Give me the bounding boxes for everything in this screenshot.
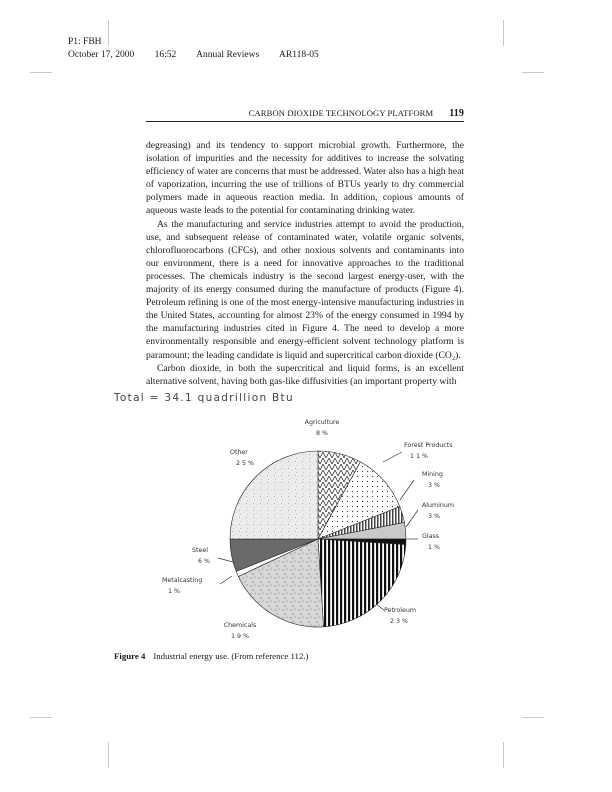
body-text xyxy=(146,139,464,388)
pie-leader-line xyxy=(220,576,232,584)
pie-label-other: Other xyxy=(230,449,248,456)
pie-leader-line xyxy=(383,452,402,462)
pie-value-glass: 1 % xyxy=(428,544,440,551)
pie-value-aluminum: 3 % xyxy=(428,513,440,520)
slug-date: October 17, 2000 xyxy=(68,50,135,60)
pie-value-forest-products: 1 1 % xyxy=(410,453,428,460)
pie-value-chemicals: 1 9 % xyxy=(231,633,249,640)
pie-leader-line xyxy=(406,510,418,527)
pie-value-mining: 3 % xyxy=(428,482,440,489)
paragraph: degreasing) and its tendency to support microbial growth. Furthermore, the isolation of impurities and the necessity for additives to increase the solvating efficiency of water are concerns that must be addressed. Water also has a high heat of vaporization, incurring the use of trillions of BTUs yearly to dry commercial polymers made in aqueous reaction media. In addition, copious amounts of aqueous waste leads to the potential for contaminating drinking water. xyxy=(146,140,464,217)
pie-label-glass: Glass xyxy=(422,533,440,540)
figure-caption xyxy=(114,651,308,661)
pie-label-chemicals: Chemicals xyxy=(223,622,257,629)
chart-title: Total = 34.1 quadrillion Btu xyxy=(114,392,294,404)
running-title: CARBON DIOXIDE TECHNOLOGY PLATFORM xyxy=(248,108,434,118)
crop-mark xyxy=(522,72,544,73)
pie-value-steel: 6 % xyxy=(198,558,210,565)
printer-slug-code: P1: FBH xyxy=(68,37,102,47)
crop-mark xyxy=(522,717,544,718)
pie-label-metalcasting: Metalcasting xyxy=(162,577,203,584)
figure-label: Figure 4 xyxy=(114,651,146,661)
header-rule xyxy=(146,121,464,122)
crop-mark xyxy=(30,72,52,73)
slug-time: 16:52 xyxy=(154,50,177,60)
pie-label-forest-products: Forest Products xyxy=(404,442,453,449)
pie-label-steel: Steel xyxy=(192,547,208,554)
pie-value-metalcasting: 1 % xyxy=(168,588,180,595)
paragraph: Carbon dioxide, in both the supercritical and liquid forms, is an excellent alternative solvent, having both gas-like diffusivities (an important property with xyxy=(146,362,464,387)
page-number: 119 xyxy=(449,108,464,119)
pie-value-agriculture: 8 % xyxy=(316,430,328,437)
crop-mark xyxy=(108,20,109,46)
pie-leader-line xyxy=(218,558,233,562)
crop-mark xyxy=(503,20,504,46)
crop-mark xyxy=(503,742,504,768)
pie-label-petroleum: Petroleum xyxy=(384,607,416,614)
crop-mark xyxy=(30,717,52,718)
pie-label-aluminum: Aluminum xyxy=(422,502,455,509)
pie-value-petroleum: 2 3 % xyxy=(390,618,408,625)
pie-slices xyxy=(230,451,406,627)
paragraph: As the manufacturing and service industries attempt to avoid the production, use, and subsequent release of contaminated water, volatile organic solvents, chlorofluorocarbons (CFCs), and other noxious solvents and contaminants into our environment, there is a need for innovative approaches to the traditional processes. The chemicals industry is the second largest energy-user, with the majority of its energy consumed during the manufacture of products (Figure 4). Petroleum refining is one of the most energy-intensive manufacturing industries in the United States, accounting for almost 23% of the energy consumed in 1994 by the manufacturing industries cited in Figure 4. The need to develop a more environmentally responsible and energy-efficient solvent technology platform is paramount; the leading candidate is liquid and supercritical carbon dioxide (CO₂). xyxy=(146,218,464,361)
running-head xyxy=(146,108,464,119)
caption-text: Industrial energy use. (From reference 112.) xyxy=(153,651,309,661)
pie-leader-line xyxy=(376,604,384,610)
printer-slug xyxy=(68,49,337,61)
slug-code: AR118-05 xyxy=(279,50,319,60)
pie-label-agriculture: Agriculture xyxy=(304,419,340,426)
pie-chart xyxy=(140,404,470,652)
crop-mark xyxy=(108,742,109,768)
slug-publisher: Annual Reviews xyxy=(196,50,260,60)
pie-label-mining: Mining xyxy=(422,471,443,478)
pie-leader-line xyxy=(400,480,414,500)
pie-value-other: 2 5 % xyxy=(236,460,254,467)
